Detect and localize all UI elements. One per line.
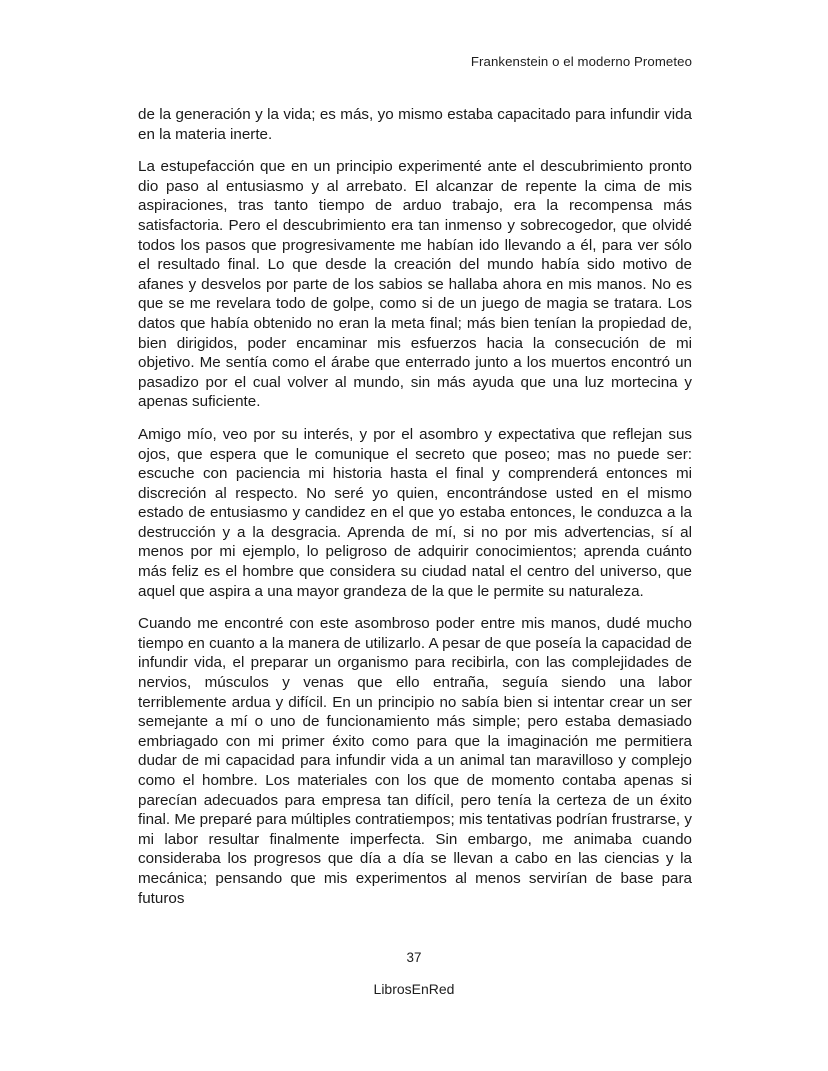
publisher-imprint: LibrosEnRed <box>373 981 455 997</box>
paragraph: Cuando me encontré con este asombroso poder entre mis manos, dudé mucho tiempo en cuanto a la manera de utilizarlo. A pesar de que poseía la capacidad de infundir vida, el preparar un organismo para recibirla, con las complejidades de nervios, músculos y venas que ello entraña, seguía siendo una labor terriblemente ardua y difícil. En un principio no sabía bien si intentar crear un ser semejante a mí o uno de funcionamiento más simple; pero estaba demasiado embriagado con mi primer éxito como para que la imaginación me permitiera dudar de mi capacidad para infundir vida a un animal tan maravilloso y complejo como el hombre. Los materiales con los que de momento contaba apenas si parecían adecuados para empresa tan difícil, pero tenía la certeza de un éxito final. Me preparé para múltiples contratiempos; mis tentativas podrían frustrarse, y mi labor resultar finalmente imperfecta. Sin embargo, me animaba cuando consideraba los progresos que día a día se llevan a cabo en las ciencias y la mecánica; pensando que mis experimentos al menos servirían de base para futuros <box>138 615 692 907</box>
paragraph: Amigo mío, veo por su interés, y por el asombro y expectativa que reflejan sus ojos, que espera que le comunique el secreto que poseo; mas no puede ser: escuche con paciencia mi historia hasta el final y comprenderá entonces mi discreción al respecto. No seré yo quien, encontrándose usted en el mismo estado de entusiasmo y candidez en el que yo estaba entonces, le conduzca a la destrucción y a la desgracia. Aprenda de mí, si no por mis advertencias, sí al menos por mi ejemplo, lo peligroso de adquirir conocimientos; aprenda cuánto más feliz es el hombre que considera su ciudad natal el centro del universo, que aquel que aspira a una mayor grandeza de la que le permite su naturaleza. <box>138 425 692 600</box>
body-text-column <box>138 105 692 908</box>
paragraph: de la generación y la vida; es más, yo mismo estaba capacitado para infundir vida en la materia inerte. <box>138 106 692 143</box>
paragraph: La estupefacción que en un principio experimenté ante el descubrimiento pronto dio paso al entusiasmo y al arrebato. El alcanzar de repente la cima de mis aspiraciones, tras tanto tiempo de arduo trabajo, era la recompensa más satisfactoria. Pero el descubrimiento era tan inmenso y sobrecogedor, que olvidé todos los pasos que progresivamente me habían ido llevando a él, para ver sólo el resultado final. Lo que desde la creación del mundo había sido motivo de afanes y desvelos por parte de los sabios se hallaba ahora en mis manos. No es que se me revelara todo de golpe, como si de un juego de magia se tratara. Los datos que había obtenido no eran la meta final; más bien tenían la propiedad de, bien dirigidos, poder encaminar mis esfuerzos hacia la consecución de mi objetivo. Me sentía como el árabe que enterrado junto a los muertos encontró un pasadizo por el cual volver al mundo, sin más ayuda que una luz mortecina y apenas suficiente. <box>138 158 692 411</box>
page-number: 37 <box>406 950 422 965</box>
running-header: Frankenstein o el moderno Prometeo <box>470 54 692 69</box>
